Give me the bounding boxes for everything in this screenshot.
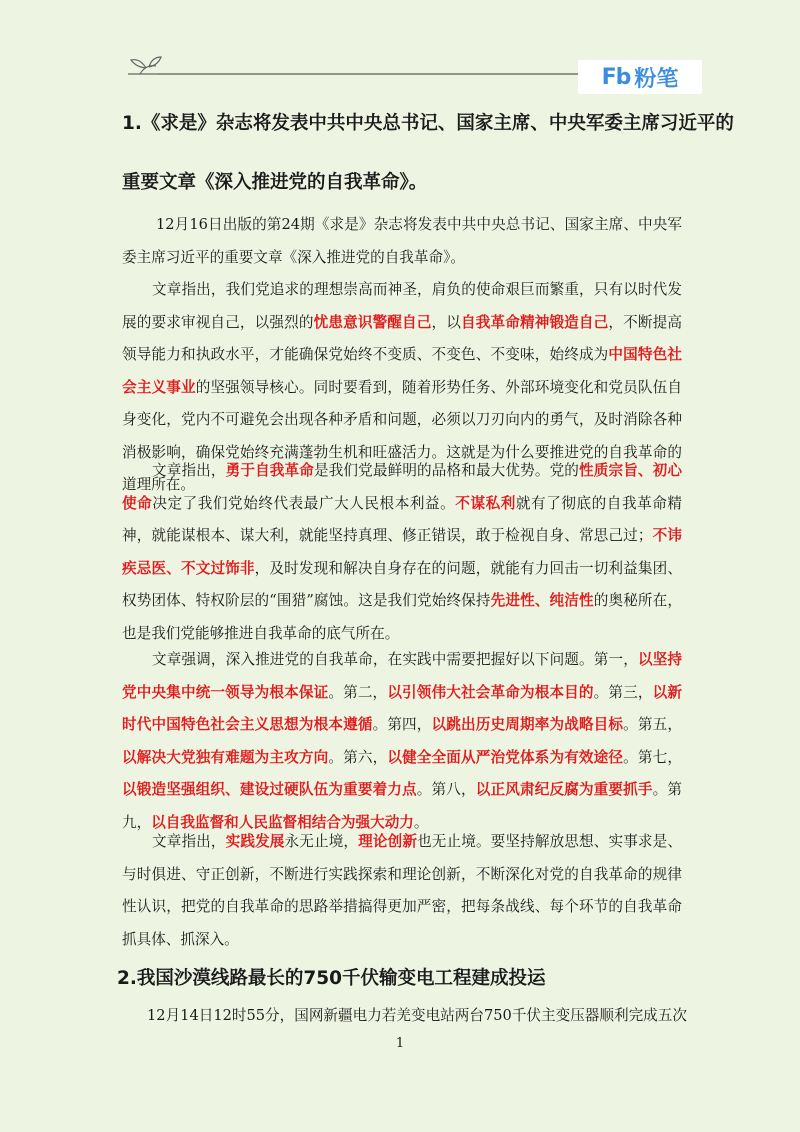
highlighted-phrase: 以正风肃纪反腐为重要抓手	[475, 781, 653, 798]
body-text: ，以	[431, 313, 462, 331]
article2-title: 2.我国沙漠线路最长的750千伏输变电工程建成投运	[117, 968, 546, 989]
article1-paragraph-5	[122, 826, 682, 956]
body-text: 。第二，	[328, 683, 388, 701]
body-text: 文章指出，	[152, 462, 226, 479]
body-text: 12月16日出版的第24期《求是》杂志将发表中共中央总书记、国家主席、中央军委主席习近平的重要文章《深入推进党的自我革命》。	[122, 216, 682, 266]
sprout-icon	[128, 57, 161, 74]
body-text: 是我们党最鲜明的品格和最大优势。党的	[313, 462, 580, 479]
brand-name: 粉笔	[634, 66, 679, 92]
body-text: 。第三，	[593, 683, 653, 701]
highlighted-phrase: 以自我监督和人民监督相结合为强大动力	[151, 813, 414, 831]
body-text: 文章指出，我们党追求的理想崇高而神圣，肩负的使命艰巨而繁重，只有以时代发展的要求审视自己，以强烈的	[122, 281, 682, 331]
body-text: 的坚强领导核心。同时要看到，随着形势任务、外部环境变化和党员队伍自身变化，党内不可避免会出现各种矛盾和问题，必须以刀刃向内的勇气，及时消除各种消极影响，确保党始终充满蓬勃生机和旺盛活力。这就是为什么要推进党的自我革命的道理所在。	[122, 378, 682, 493]
highlighted-phrase: 性质宗旨、初心使命	[122, 462, 682, 512]
body-text: ，不断提高领导能力和执政水平，才能确保党始终不变质、不变色、不变味，始终成为	[122, 313, 682, 363]
body-text: 决定了我们党始终代表最广大人民根本利益。	[152, 494, 456, 512]
page-header	[0, 0, 800, 100]
highlighted-phrase: 实践发展	[225, 833, 285, 850]
body-text: 也无止境。要坚持解放思想、实事求是、与时俱进、守正创新，不断进行实践探索和理论创新，不断深化对党的自我革命的规律性认识，把党的自我革命的思路举措搞得更加严密，把每条战线、每个环节的自我革命抓具体、抓深入。	[122, 833, 682, 948]
highlighted-phrase: 以健全全面从严治党体系为有效途径	[387, 748, 624, 766]
body-text: 。第五，	[623, 716, 682, 733]
body-text: 就有了彻底的自我革命精神，就能谋根本、谋大利，就能坚持真理、修正错误，敢于检视自身、常思己过；	[122, 494, 682, 544]
highlighted-phrase: 以解决大党独有难题为主攻方向	[122, 748, 329, 766]
body-text: ，及时发现和解决自身存在的问题，就能有力回击一切利益集团、权势团体、特权阶层的“围猎”腐蚀。这是我们党始终保持	[122, 559, 682, 609]
highlighted-phrase: 先进性、纯洁性	[490, 592, 594, 609]
article1-paragraph-1	[122, 209, 682, 274]
highlighted-phrase: 以坚持党中央集中统一领导为根本保证	[122, 651, 682, 701]
highlighted-phrase: 不讳疾忌医、不文过饰非	[122, 527, 682, 577]
body-text: 。第九，	[122, 781, 682, 831]
body-text: 文章指出，	[152, 833, 226, 850]
body-text: 。第六，	[328, 748, 388, 766]
highlighted-phrase: 自我革命精神锻造自己	[461, 313, 609, 331]
article2-first-line: 12月14日12时55分，国网新疆电力若羌变电站两台750千伏主变压器顺利完成五次	[147, 1007, 687, 1024]
article1-paragraph-3	[122, 455, 682, 650]
article1-title-line2: 重要文章《深入推进党的自我革命》。	[122, 172, 428, 193]
body-text: 文章强调，深入推进党的自我革命，在实践中需要把握好以下问题。第一，	[152, 651, 638, 668]
body-text: 的奥秘所在，也是我们党能够推进自我革命的底气所在。	[122, 592, 682, 642]
highlighted-phrase: 以新时代中国特色社会主义思想为根本遵循	[122, 683, 682, 733]
highlighted-phrase: 以锻造坚强组织、建设过硬队伍为重要着力点	[122, 781, 417, 798]
page-number: 1	[395, 1036, 405, 1051]
highlighted-phrase: 忧患意识警醒自己	[313, 313, 432, 331]
article1-paragraph-4	[122, 644, 682, 839]
body-text: 。第八，	[416, 781, 476, 798]
highlighted-phrase: 勇于自我革命	[225, 462, 314, 479]
body-text: 。第七，	[623, 748, 682, 766]
highlighted-phrase: 不谋私利	[455, 494, 516, 512]
brand-logo	[578, 60, 702, 94]
body-text: 。第四，	[372, 716, 432, 733]
body-text: 永无止境，	[284, 833, 359, 850]
highlighted-phrase: 以跳出历史周期率为战略目标	[431, 716, 624, 733]
article1-title-line1: 1.《求是》杂志将发表中共中央总书记、国家主席、中央军委主席习近平的	[122, 113, 734, 134]
body-text: 。	[413, 813, 429, 831]
highlighted-phrase: 理论创新	[358, 833, 418, 850]
brand-mark: Fb	[601, 64, 631, 90]
highlighted-phrase: 中国特色社会主义事业	[122, 346, 682, 396]
highlighted-phrase: 以引领伟大社会革命为根本目的	[387, 683, 594, 701]
